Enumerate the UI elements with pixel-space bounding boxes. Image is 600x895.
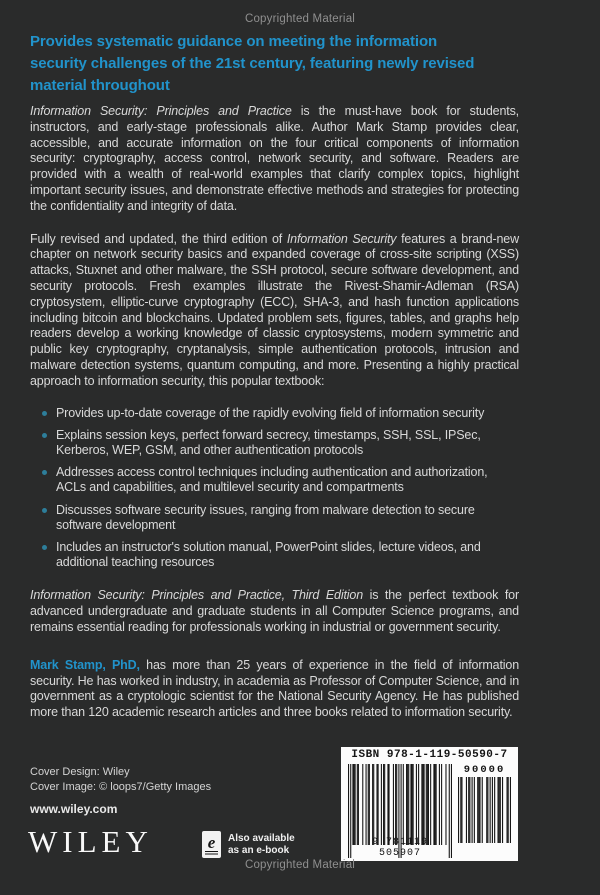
feature-text: Includes an instructor's solution manual, PowerPoint slides, lecture videos, and additional teaching resources [56, 539, 481, 570]
feature-text: Explains session keys, perfect forward secrecy, timestamps, SSH, SSL, IPSec, Kerberos, WEP, GSM, and other authentication protocols [56, 427, 481, 457]
barcode-digits: 9 781119 505907 [371, 837, 428, 859]
tagline-line: security challenges of the 21st century, featuring newly revised [30, 55, 475, 72]
feature-item [42, 406, 494, 421]
feature-text: Provides up-to-date coverage of the rapidly evolving field of information security [56, 405, 485, 420]
ean5-addon-barcode [458, 764, 511, 843]
feature-text: Discusses software security issues, ranging from malware detection to secure software development [56, 502, 475, 532]
ebook-note-line1: Also available [228, 832, 295, 844]
feature-item [42, 540, 494, 570]
feature-item [42, 465, 494, 495]
closing-paragraph: Information Security: Principles and Practice, Third Edition is the perfect textbook for advanced undergraduate and graduate students in all Computer Science programs, and remains essential reading for professionals working in industrial or government security. [30, 588, 519, 634]
author-bio: Mark Stamp, PhD, has more than 25 years of experience in the field of information security. He has worked in industry, in academia as Professor of Computer Science, and in government as a cryptologic scientist for the National Security Agency. He has published more than 120 academic research articles and three books related to information security. [30, 657, 519, 720]
tagline-line: Provides systematic guidance on meeting the information [30, 33, 438, 50]
feature-list [30, 406, 519, 571]
isbn-number: ISBN 978-1-119-50590-7 [351, 749, 508, 761]
bullet-icon [42, 411, 47, 416]
ebook-availability [202, 831, 295, 858]
tagline-heading [30, 31, 530, 97]
cover-image-credit: Cover Image: © loops7/Getty Images [30, 781, 212, 793]
ebook-note [228, 833, 295, 857]
bullet-icon [42, 545, 47, 550]
copyright-notice-bottom: Copyrighted Material [244, 859, 356, 871]
feature-item [42, 503, 494, 533]
edition-paragraph: Fully revised and updated, the third edition of Information Security features a brand-new chapter on network security basics and expanded coverage of cross-site scripting (XSS) attacks, Stuxnet and other malware, the SSH protocol, secure software development, and security protocols. Fresh examples illustrate the Rivest-Shamir-Adleman (RSA) cryptosystem, elliptic-curve cryptography (ECC), SHA-3, and hash function applications including bitcoin and blockchains. Updated problem sets, figures, tables, and graphs help readers develop a working knowledge of classic cryptosystems, modern symmetric and public key cryptography, cryptanalysis, simple authentication protocols, intrusion and malware detection systems, quantum computing, and more. Presenting a highly practical approach to information security, this popular textbook: [30, 231, 519, 388]
bullet-icon [42, 508, 47, 513]
ean13-barcode [348, 764, 452, 858]
ean5-bars [458, 777, 511, 843]
feature-text: Addresses access control techniques including authentication and authorization, ACLs and capabilities, and multilevel security and compartments [56, 465, 488, 495]
barcode-price-code: 90000 [463, 764, 506, 776]
bullet-icon [42, 470, 47, 475]
cover-design-credit: Cover Design: Wiley [30, 766, 130, 778]
bullet-icon [42, 433, 47, 438]
back-cover-copy [30, 104, 519, 721]
ebook-icon [202, 831, 221, 858]
wiley-logo: WILEY [28, 824, 153, 859]
wiley-url: www.wiley.com [30, 802, 118, 816]
copyright-notice-top: Copyrighted Material [244, 13, 356, 25]
isbn-barcode-panel [341, 747, 518, 861]
feature-item [42, 428, 494, 458]
ebook-note-line2: as an e-book [228, 844, 290, 856]
tagline-line: material throughout [30, 77, 170, 94]
credits-block [30, 765, 211, 795]
intro-paragraph: Information Security: Principles and Practice is the must-have book for students, instructors, and early-stage professionals alike. Author Mark Stamp provides clear, accessible, and accurate information on the four critical components of information security: cryptography, access control, network security, and software. Readers are provided with a wealth of real-world examples that clarify complex topics, highlight important security issues, and demonstrate effective methods and strategies for protecting the confidentiality and integrity of data. [30, 104, 519, 213]
ebook-icon-glyph: e [207, 832, 216, 852]
